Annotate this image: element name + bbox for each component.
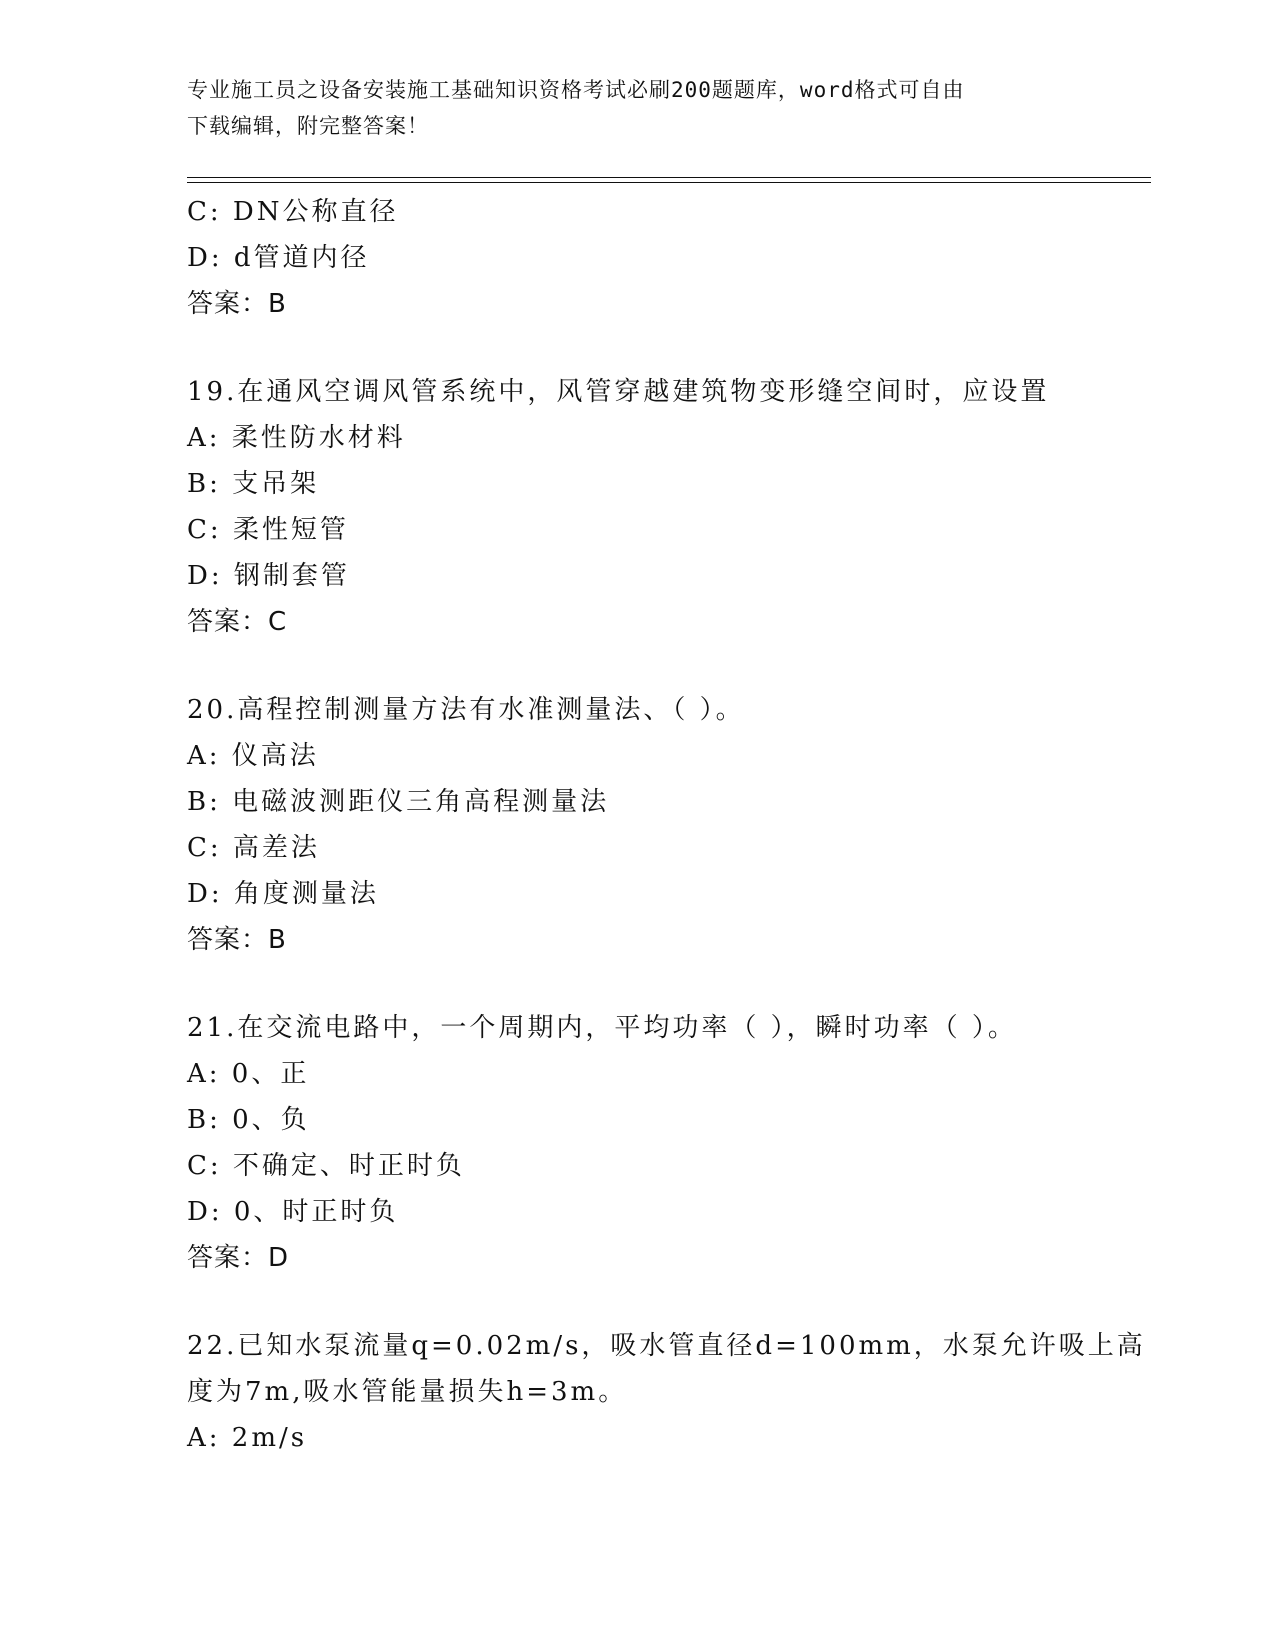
question-22 [187, 1323, 1147, 1461]
option-b: B: 电磁波测距仪三角高程测量法 [187, 787, 610, 817]
answer-line: 答案：D [187, 1243, 290, 1273]
header-line-2: 下载编辑，附完整答案！ [187, 114, 429, 138]
question-list [187, 189, 1147, 1461]
question-stem-line-1: 22.已知水泵流量q=0.02m/s，吸水管直径d=100mm，水泵允许吸上高 [187, 1331, 1146, 1361]
option-d: D: d管道内径 [187, 243, 370, 273]
document-header [187, 72, 1087, 144]
option-d: D: 0、时正时负 [187, 1197, 399, 1227]
question-stem: 21.在交流电路中，一个周期内，平均功率（ ），瞬时功率（ ）。 [187, 1013, 1017, 1043]
header-line-1: 专业施工员之设备安装施工基础知识资格考试必刷200题题库，word格式可自由 [187, 78, 965, 102]
question-stem-line-2: 度为7m,吸水管能量损失h=3m。 [187, 1377, 628, 1407]
option-d: D: 钢制套管 [187, 561, 350, 591]
option-a: A: 柔性防水材料 [187, 423, 406, 453]
option-b: B: 0、负 [187, 1105, 310, 1135]
option-d: D: 角度测量法 [187, 879, 379, 909]
answer-line: 答案：B [187, 925, 287, 955]
option-a: A: 仪高法 [187, 741, 319, 771]
header-divider-top [187, 177, 1151, 178]
option-a: A: 2m/s [187, 1423, 308, 1453]
option-b: B: 支吊架 [187, 469, 320, 499]
question-stem: 20.高程控制测量方法有水准测量法、（ ）。 [187, 695, 745, 725]
option-c: C: 不确定、时正时负 [187, 1151, 465, 1181]
header-divider-bottom [187, 182, 1151, 183]
option-c: C: 高差法 [187, 833, 320, 863]
answer-line: 答案：B [187, 289, 287, 319]
option-c: C: 柔性短管 [187, 515, 349, 545]
option-c: C: DN公称直径 [187, 197, 399, 227]
question-20 [187, 687, 1147, 963]
question-stem: 19.在通风空调风管系统中，风管穿越建筑物变形缝空间时，应设置 [187, 377, 1050, 407]
question-21 [187, 1005, 1147, 1281]
question-19 [187, 369, 1147, 645]
answer-line: 答案：C [187, 607, 288, 637]
option-a: A: 0、正 [187, 1059, 310, 1089]
